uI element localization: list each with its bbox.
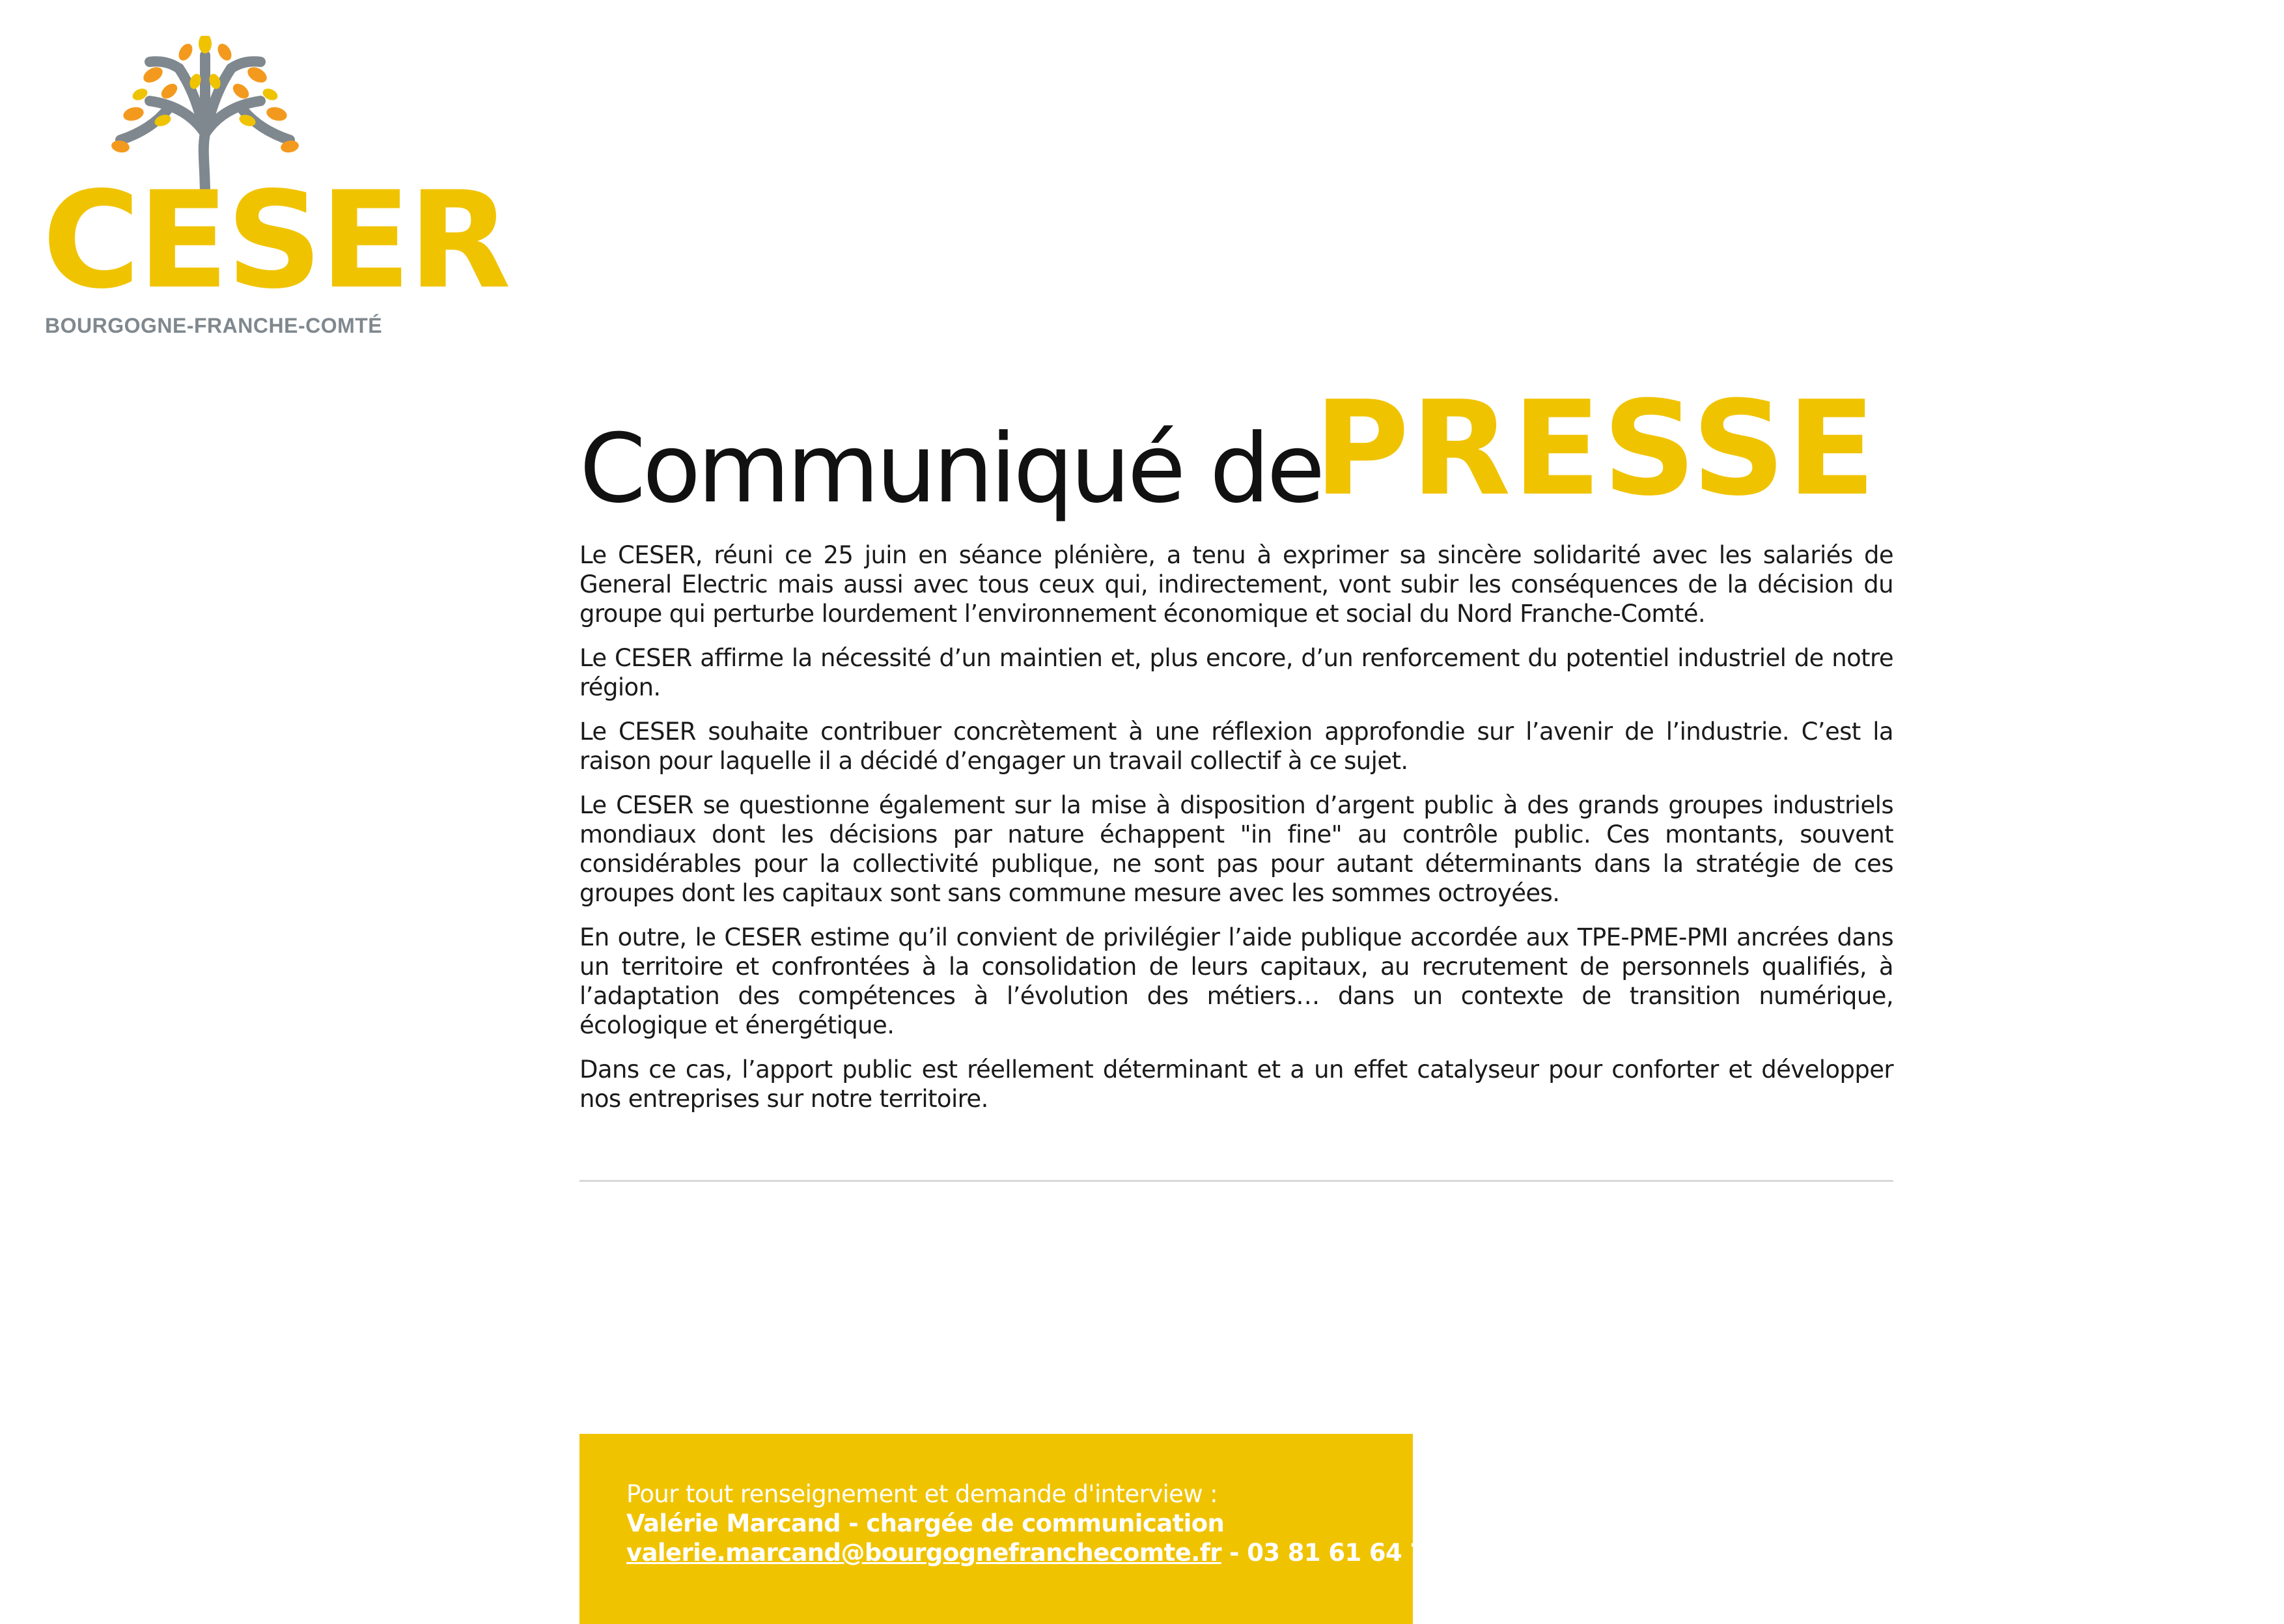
logo-subtitle: BOURGOGNE-FRANCHE-COMTÉ <box>45 314 383 337</box>
ceser-logo <box>42 36 509 337</box>
paragraph: Le CESER souhaite contribuer concrètement à une réflexion approfondie sur l’avenir de l’industrie. C’est la raison pour laquelle il a décidé d’engager un travail collectif à ce sujet. <box>579 718 1893 775</box>
contact-name: Valérie Marcand - chargée de communication <box>626 1509 1225 1537</box>
divider <box>579 1180 1893 1182</box>
contact-mail-row <box>626 1538 1443 1567</box>
paragraph: Le CESER affirme la nécessité d’un maintien et, plus encore, d’un renforcement du potentiel industriel de notre région. <box>579 644 1893 701</box>
contact-intro: Pour tout renseignement et demande d'interview : <box>626 1480 1218 1508</box>
title-light: Communiqué de <box>579 413 1322 524</box>
paragraph: Le CESER, réuni ce 25 juin en séance plénière, a tenu à exprimer sa sincère solidarité avec les salariés de General Electric mais aussi avec tous ceux qui, indirectement, vont subir les conséquences de la décision du groupe qui perturbe lourdement l’environnement économique et social du Nord Franche-Comté. <box>579 541 1893 628</box>
logo-wordmark: CESER <box>42 163 509 318</box>
paragraph: Dans ce cas, l’apport public est réellement déterminant et a un effet catalyseur pour conforter et développer nos entreprises sur notre territoire. <box>579 1056 1893 1113</box>
contact-email-link[interactable]: valerie.marcand@bourgognefranchecomte.fr <box>626 1539 1221 1567</box>
paragraph: Le CESER se questionne également sur la mise à disposition d’argent public à des grands groupes industriels mondiaux dont les décisions par nature échappent "in fine" au contrôle public. Ces montants, souvent considérables pour la collectivité publique, ne sont pas pour autant déterminants dans la stratégie de ces groupes dont les capitaux sont sans commune mesure avec les sommes octroyées. <box>579 791 1893 907</box>
contact-box <box>579 1434 1443 1624</box>
paragraph: En outre, le CESER estime qu’il convient de privilégier l’aide publique accordée aux TPE-PME-PMI ancrées dans un territoire et confrontées à la consolidation de leurs capitaux, au recrutement de personnels qualifiés, à l’adaptation des compétences à l’évolution des métiers… dans un contexte de transition numérique, écologique et énergétique. <box>579 923 1893 1039</box>
contact-phone: - 03 81 61 64 78 <box>1221 1539 1443 1567</box>
press-release-body <box>579 540 1893 1128</box>
title-bold: PRESSE <box>1314 373 1877 525</box>
